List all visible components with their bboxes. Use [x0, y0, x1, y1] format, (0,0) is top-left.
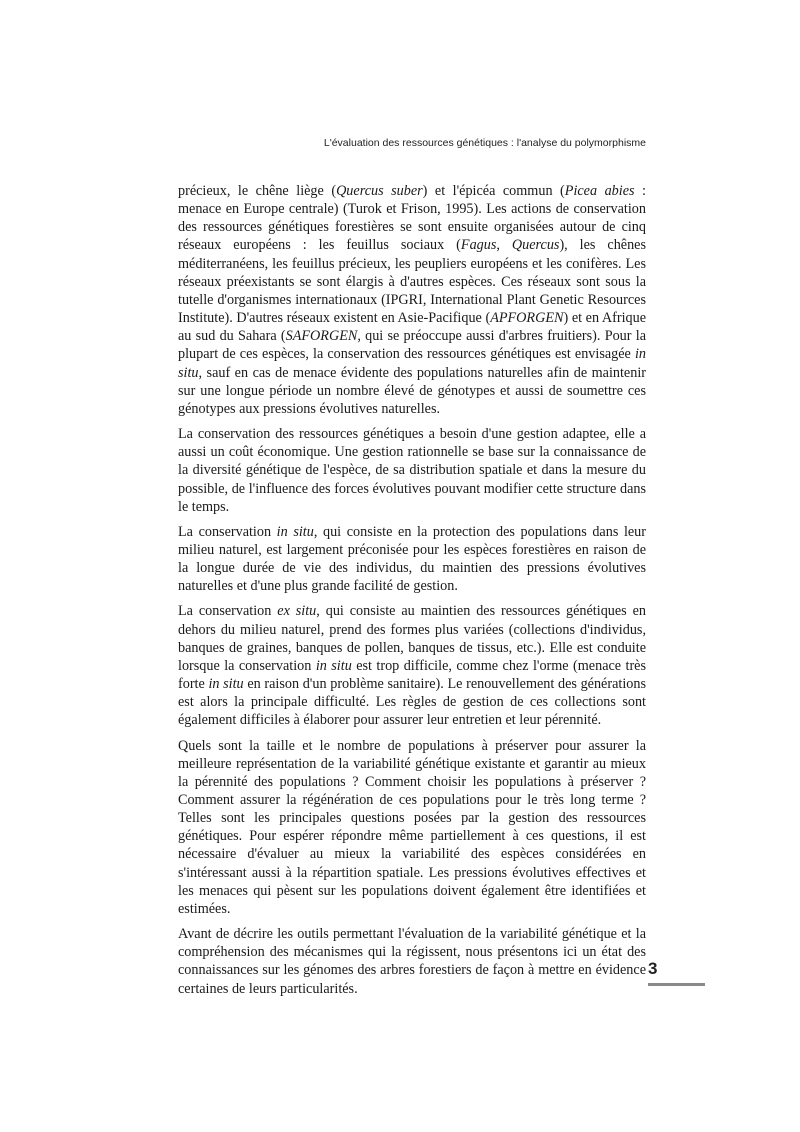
text-run: , qui consiste en la protection des populations dans leur milieu naturel, est largement préconisée pour les espèces forestières en raison de la longue durée de vie des individus, du maintien des pressions évolutives naturelles et d'une plus grande facilité de gestion.	[178, 523, 647, 595]
paragraph	[178, 523, 646, 596]
italic-term: SAFORGEN	[285, 328, 358, 345]
page-number: 3	[648, 959, 658, 978]
page-number-rule	[648, 983, 705, 986]
paragraph	[178, 182, 646, 418]
text-run: La conservation	[178, 603, 278, 620]
italic-term: Quercus suber	[336, 183, 423, 199]
italic-term: in situ	[315, 657, 352, 674]
text-run: : menace en Europe centrale) (Turok et Frison, 1995). Les actions de conservation des ressources génétiques forestières se sont ensuite organisées autour de cinq réseaux européens : les feuillus sociaux (	[178, 183, 647, 254]
italic-term: Fagus	[460, 237, 497, 254]
text-run: , sauf en cas de menace évidente des populations naturelles afin de maintenir sur une longue période un nombre élevé de génotypes et aussi de soumettre ces génotypes aux pressions évolutives naturelles.	[178, 364, 646, 417]
italic-term: in situ	[178, 346, 646, 381]
text-run: ) et en Afrique au sud du Sahara (	[178, 310, 646, 345]
text-run: La conservation des ressources génétiques a besoin d'une gestion adaptee, elle a aussi un coût économique. Une gestion rationnelle se base sur la connaissance de la diversité génétique de l'espèce, de sa distribution spatiale et dans la mesure du possible, de l'influence des forces évolutives pouvant modifier cette structure dans le temps.	[178, 426, 646, 515]
italic-term: APFORGEN	[490, 310, 564, 327]
text-run: Quels sont la taille et le nombre de populations à préserver pour assurer la meilleure représentation de la variabilité génétique existante et garantir au mieux la pérennité des populations ? Comment choisir les populations à préserver ? Comment assurer la régénération de ces populations pour le très long terme ? Telles sont les principales questions posées par la gestion des ressources génétiques. Pour espérer répondre même partiellement à ces questions, il est nécessaire d'évaluer au mieux la variabilité des espèces considérées en s'intéressant aussi à la répartition spatiale. Les pressions évolutives effectives et les menaces qui pèsent sur les populations doivent également être identifiées et estimées.	[178, 737, 646, 917]
body-text	[178, 182, 646, 998]
text-run: précieux, le chêne liège (	[178, 183, 337, 199]
paragraph	[178, 602, 646, 729]
text-run: La conservation	[178, 523, 277, 540]
text-run: est trop difficile, comme chez l'orme (menace très forte	[178, 657, 647, 693]
italic-term: ex situ	[277, 603, 317, 620]
italic-term: in situ	[208, 676, 244, 693]
text-run: ) et l'épicéa commun (	[422, 183, 565, 199]
text-run: , qui se préoccupe aussi d'arbres fruitiers). Pour la plupart de ces espèces, la conservation des ressources génétiques est envisagée	[178, 328, 646, 363]
paragraph	[178, 737, 646, 919]
italic-term: Quercus	[511, 237, 560, 254]
paragraph	[178, 925, 646, 998]
paragraph	[178, 425, 646, 516]
text-run: ,	[496, 237, 512, 254]
running-header: L'évaluation des ressources génétiques : l'analyse du polymorphisme	[323, 137, 646, 149]
text-run: en raison d'un problème sanitaire). Le renouvellement des générations est alors la principale difficulté. Les règles de gestion de ces collections sont également difficiles à élaborer pour assurer leur entretien et leur pérennité.	[178, 676, 646, 729]
italic-term: in situ	[276, 523, 314, 540]
text-run: ), les chênes méditerranéens, les feuillus précieux, les peupliers européens et les conifères. Les réseaux préexistants se sont élargis à d'autres espèces. Ces réseaux sont sous la tutelle d'organismes internationaux (IPGRI, International Plant Genetic Resources Institute). D'autres réseaux existent en Asie-Pacifique (	[178, 237, 647, 327]
text-run: , qui consiste au maintien des ressources génétiques en dehors du milieu naturel, prend des formes plus variées (collections d'individus, banques de graines, banques de pollen, banques de tissus, etc.). Elle est conduite lorsque la conservation	[178, 603, 646, 674]
italic-term: Picea abies	[564, 183, 635, 199]
text-run: Avant de décrire les outils permettant l'évaluation de la variabilité génétique et la compréhension des mécanismes qui la régissent, nous présentons ici un état des connaissances sur les génomes des arbres forestiers de façon à mettre en évidence certaines de leurs particularités.	[178, 926, 646, 997]
